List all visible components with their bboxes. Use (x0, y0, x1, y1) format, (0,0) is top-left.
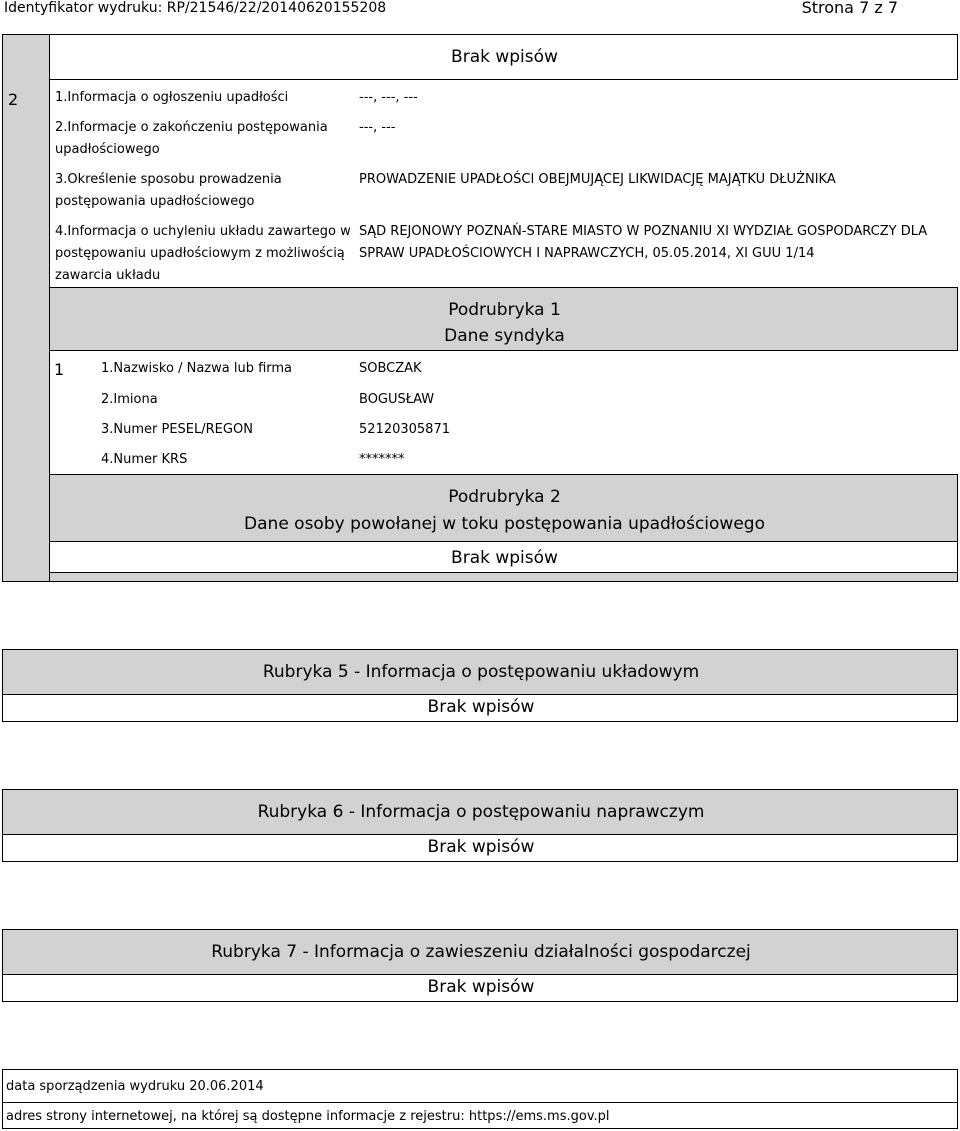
info-value: ---, --- (359, 120, 396, 135)
subsection1-subtitle: Dane syndyka (444, 326, 565, 346)
info-value: ---, ---, --- (359, 90, 418, 105)
rubryka7-title: Rubryka 7 - Informacja o zawieszeniu działalności gospodarczej (211, 942, 751, 962)
info-value: SĄD REJONOWY POZNAŃ-STARE MIASTO W POZNANIU XI WYDZIAŁ GOSPODARCZY DLA (359, 224, 928, 239)
info-label: postępowania upadłościowego (55, 194, 255, 209)
rubryka5-title: Rubryka 5 - Informacja o postępowaniu układowym (262, 662, 700, 682)
info-label: 4.Informacja o uchyleniu układu zawartego w (55, 224, 351, 239)
brak-wpisow-label: Brak wpisów (427, 977, 535, 997)
info-value: SPRAW UPADŁOŚCIOWYCH I NAPRAWCZYCH, 05.05.2014, XI GUU 1/14 (359, 246, 815, 261)
subsection2-empty-box (49, 541, 958, 573)
field-value: SOBCZAK (359, 361, 422, 376)
brak-wpisow-label: Brak wpisów (427, 837, 535, 857)
field-label: 3.Numer PESEL/REGON (101, 422, 253, 437)
rubryka7-body (2, 974, 958, 1002)
subsection2-header (49, 474, 958, 542)
brak-wpisow-label: Brak wpisów (451, 548, 558, 568)
info-label: 3.Określenie sposobu prowadzenia (55, 172, 282, 187)
field-value: BOGUSŁAW (359, 392, 435, 407)
field-value: 52120305871 (359, 422, 450, 437)
rubryka5-header (2, 649, 958, 695)
top-empty-box (49, 34, 958, 80)
row-number: 2 (8, 90, 19, 109)
rubryka7-header (2, 929, 958, 975)
print-identifier: Identyfikator wydruku: RP/21546/22/20140620155208 (4, 0, 387, 16)
info-label: zawarcia układu (55, 268, 161, 283)
brak-wpisow-label: Brak wpisów (451, 47, 558, 67)
rubryka5-body (2, 694, 958, 722)
subsection2-bottom-bar (49, 572, 958, 582)
subsection1-title: Podrubryka 1 (448, 300, 561, 320)
field-label: 1.Nazwisko / Nazwa lub firma (101, 361, 293, 376)
footer-divider (3, 1102, 957, 1103)
info-label: 1.Informacja o ogłoszeniu upadłości (55, 90, 289, 105)
subsection2-subtitle: Dane osoby powołanej w toku postępowania upadłościowego (244, 514, 765, 534)
subsection1-row-number: 1 (54, 360, 65, 379)
print-date: data sporządzenia wydruku 20.06.2014 (6, 1079, 264, 1094)
subsection2-title: Podrubryka 2 (448, 487, 561, 507)
field-label: 2.Imiona (101, 392, 158, 407)
info-label: postępowaniu upadłościowym z możliwością (55, 246, 345, 261)
info-label: upadłościowego (55, 142, 160, 157)
footer-box (2, 1069, 958, 1129)
rubryka6-title: Rubryka 6 - Informacja o postępowaniu naprawczym (257, 802, 705, 822)
info-value: PROWADZENIE UPADŁOŚCI OBEJMUJĄCEJ LIKWIDACJĘ MAJĄTKU DŁUŻNIKA (359, 172, 836, 187)
rubryka6-body (2, 834, 958, 862)
section-side-column (2, 34, 50, 582)
info-label: 2.Informacje o zakończeniu postępowania (55, 120, 328, 135)
subsection1-header (49, 287, 958, 351)
rubryka6-header (2, 789, 958, 835)
registry-address: adres strony internetowej, na której są dostępne informacje z rejestru: https://ems.ms.gov.pl (6, 1109, 610, 1124)
brak-wpisow-label: Brak wpisów (427, 697, 535, 717)
field-value: ******* (359, 452, 405, 467)
page-number: Strona 7 z 7 (801, 0, 898, 17)
field-label: 4.Numer KRS (101, 452, 188, 467)
